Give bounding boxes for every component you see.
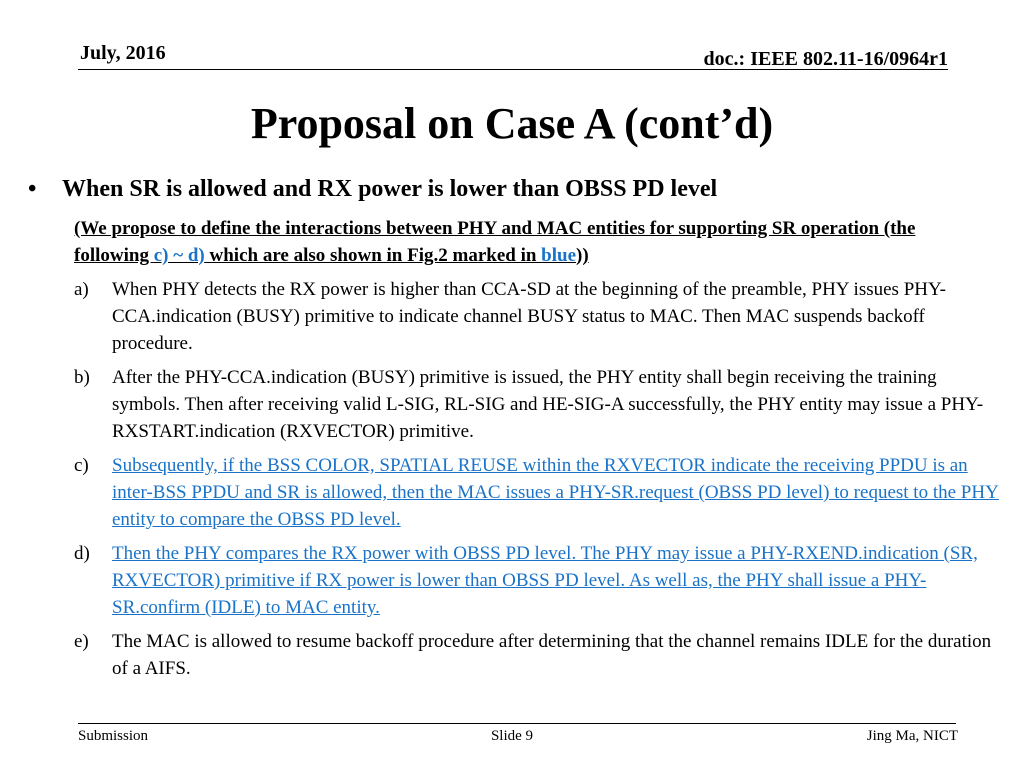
intro-highlight-blue: blue [541, 245, 577, 266]
list-text: When PHY detects the RX power is higher than CCA-SD at the beginning of the preamble, PHY issues PHY-CCA.indication (BUSY) primitive to indicate channel BUSY status to MAC. Then MAC suspends backoff procedure. [112, 279, 946, 354]
intro-text-2: which are also shown in Fig.2 marked in [204, 245, 542, 266]
list-label: a) [74, 279, 89, 300]
list-label: c) [74, 455, 89, 476]
list-text-highlighted: Subsequently, if the BSS COLOR, SPATIAL REUSE within the RXVECTOR indicate the receiving PPDU is an inter-BSS PPDU and SR is allowed, then the MAC issues a PHY-SR.request (OBSS PD level) to request to the PHY entity to compare the OBSS PD level. [112, 455, 999, 530]
slide-title: Proposal on Case A (cont’d) [250, 99, 774, 148]
list-item-e [74, 628, 1004, 682]
list-item-c [74, 452, 1004, 533]
list-item-d [74, 540, 1004, 621]
intro-paragraph [74, 215, 954, 269]
footer-submission: Submission [78, 728, 149, 744]
intro-text-3: )) [576, 245, 589, 266]
list-text: After the PHY-CCA.indication (BUSY) primitive is issued, the PHY entity shall begin receiving the training symbols. Then after receiving valid L-SIG, RL-SIG and HE-SIG-A successfully, the PHY entity may issue a PHY-RXSTART.indication (RXVECTOR) primitive. [112, 367, 984, 442]
list-label: e) [74, 631, 89, 652]
main-bullet-text: When SR is allowed and RX power is lower than OBSS PD level [62, 176, 718, 202]
list-item-b [74, 364, 1004, 445]
main-bullet [28, 176, 717, 203]
intro-text-1: (We propose to define the interactions between PHY and MAC entities for supporting SR operation (the following [74, 218, 916, 266]
list-item-a [74, 276, 1004, 357]
list-label: d) [74, 543, 90, 564]
bullet-icon: • [28, 176, 37, 202]
footer-author: Jing Ma, NICT [866, 728, 958, 744]
header-doc-id: doc.: IEEE 802.11-16/0964r1 [703, 48, 948, 70]
header-date: July, 2016 [80, 42, 166, 64]
list-text-highlighted: Then the PHY compares the RX power with OBSS PD level. The PHY may issue a PHY-RXEND.indication (SR, RXVECTOR) primitive if RX power is lower than OBSS PD level. As well as, the PHY shall issue a PHY-SR.confirm (IDLE) to MAC entity. [112, 543, 978, 618]
list-label: b) [74, 367, 90, 388]
header-divider [78, 69, 948, 70]
intro-highlight-range: c) ~ d) [153, 245, 205, 266]
footer-divider [78, 723, 956, 724]
procedure-list [74, 276, 1004, 689]
list-text: The MAC is allowed to resume backoff procedure after determining that the channel remains IDLE for the duration of a AIFS. [112, 631, 992, 679]
footer-slide-number: Slide 9 [490, 728, 534, 744]
